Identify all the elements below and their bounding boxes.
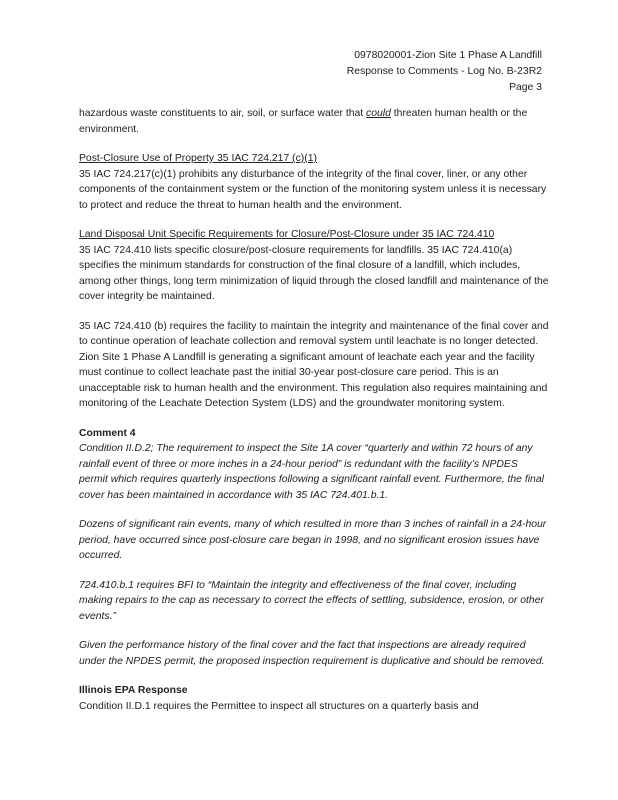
comment-4-heading: Comment 4 [79,427,136,439]
intro-text-a: hazardous waste constituents to air, soil, or surface water that [79,108,367,119]
ldu-paragraph: 35 IAC 724.410 lists specific closure/post-closure requirements for landfills. 35 IAC 724.410(a) specifies the minimum standards for construction of the final closure of a landfill, which includes, among other things, long term minimization of liquid through the closed landfill and maintenance of the cover integrity be maintained. [79,244,549,302]
comment-4-paragraph-2: Dozens of significant rain events, many of which resulted in more than 3 inches of rainfall in a 24-hour period, have occurred since post-closure care began in 1998, and no significant erosion issues have occurred. [79,519,547,561]
post-closure-section [79,151,549,213]
comment-4-paragraph-1: Condition II.D.2; The requirement to inspect the Site 1A cover “quarterly and within 72 hours of any rainfall event of three or more inches in a 24-hour period” is redundant with the facility’s NPDES permit which requires quarterly inspections following a significant rainfall event. Furthermore, the final cover has been maintained in accordance with 35 IAC 724.401.b.1. [79,443,544,501]
ldu-section [79,227,549,305]
post-closure-heading: Post-Closure Use of Property 35 IAC 724.217 (c)(1) [79,153,317,164]
response-heading: Illinois EPA Response [79,685,188,696]
comment-4-paragraph-3: 724.410.b.1 requires BFI to “Maintain the integrity and effectiveness of the final cover, including making repairs to the cap as necessary to correct the effects of settling, subsidence, erosion, or other events.” [79,579,544,622]
intro-paragraph [79,106,549,137]
response-paragraph: Condition II.D.1 requires the Permittee to inspect all structures on a quarterly basis and [79,700,479,712]
comment-4-section [79,426,549,504]
post-closure-paragraph: 35 IAC 724.217(c)(1) prohibits any disturbance of the integrity of the final cover, liner, or any other components of the containment system or the function of the monitoring system unless it is necessary to protect and reduce the threat to human health and the environment. [79,168,547,211]
page-header [347,48,542,96]
response-section [79,683,549,714]
header-log-line: Response to Comments - Log No. B-23R2 [346,66,542,77]
intro-text-b: threaten human health or the environment. [79,108,528,135]
header-permit-line: 0978020001-Zion Site 1 Phase A Landfill [354,50,542,61]
ldu-heading: Land Disposal Unit Specific Requirements for Closure/Post-Closure under 35 IAC 724.410 [79,229,495,240]
document-body [79,106,549,714]
header-page-number: Page 3 [509,82,542,93]
intro-could-emphasis: could [366,108,391,119]
comment-4-paragraph-4: Given the performance history of the final cover and the fact that inspections are already required under the NPDES permit, the proposed inspection requirement is duplicative and should be removed. [79,640,545,667]
ldu-b-paragraph: 35 IAC 724.410 (b) requires the facility to maintain the integrity and maintenance of the final cover and to continue operation of leachate collection and removal system until leachate is no longer detected. Zion Site 1 Phase A Landfill is generating a significant amount of leachate each year and the facility must continue to collect leachate past the initial 30-year post-closure care period. This is an unacceptable risk to human health and the environment. This regulation also requires maintaining and monitoring of the Leachate Detection System (LDS) and the groundwater monitoring system. [79,320,549,409]
